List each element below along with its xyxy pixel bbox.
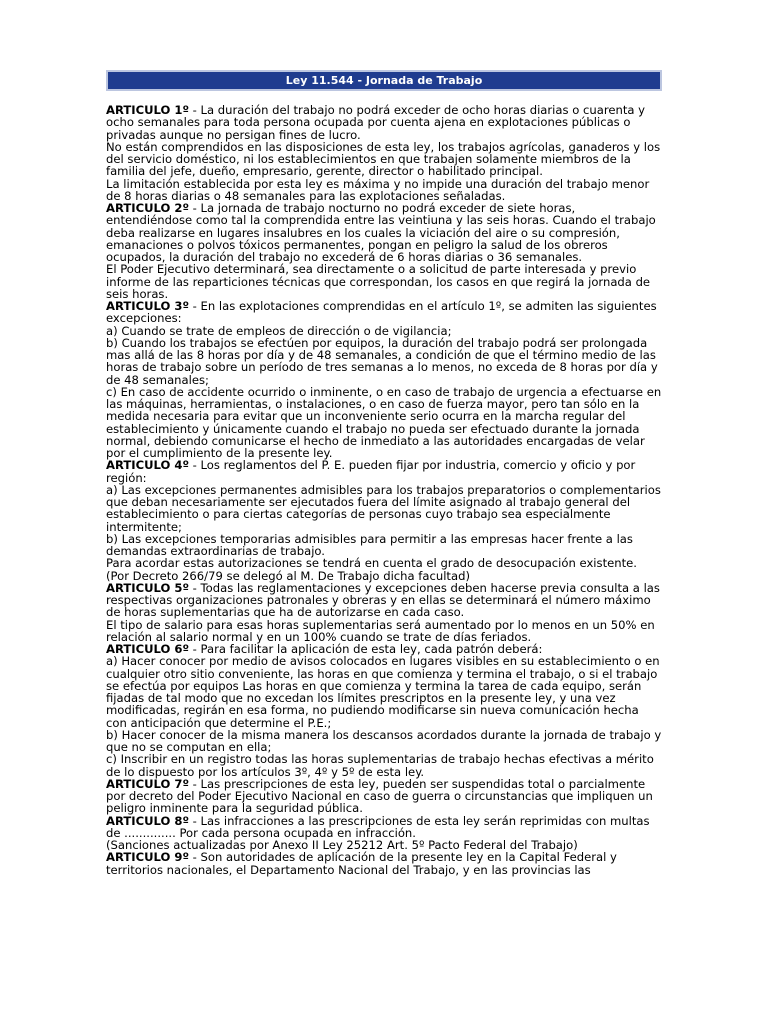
paragraph [106,178,662,203]
paragraph [106,386,662,460]
paragraph-text: - Todas las reglamentaciones y excepciones deben hacerse previa consulta a las respectivas organizaciones patronales y obreras y en ellas se determinará el número máximo de horas suplementarias que ha de autorizarse en cada caso. [106,580,660,620]
article-heading: ARTICULO 9º [106,850,189,865]
paragraph [106,263,662,300]
paragraph-text: - La jornada de trabajo nocturno no podrá exceder de siete horas, entendiéndose como tal la comprendida entre las veintiuna y las seis horas. Cuando el trabajo deba realizarse en lugares insalubres en los cuales la viciación del aire o su compresión, emanaciones o polvos tóxicos permanentes, pongan en peligro la salud de los obreros ocupados, la duración del trabajo no excederá de 6 horas diarias o 36 semanales. [106,201,656,264]
document-body [106,104,662,876]
paragraph-text: - En las explotaciones comprendidas en el artículo 1º, se admiten las siguientes excepciones: [106,299,657,326]
document-title: Ley 11.544 - Jornada de Trabajo [106,70,662,91]
paragraph-text: No están comprendidos en las disposiciones de esta ley, los trabajos agrícolas, ganaderos y los del servicio doméstico, ni los establecimientos en que trabajen solamente miembros de la familia del jefe, dueño, empresario, gerente, director o habilitado principal. [106,139,661,179]
paragraph-text: c) En caso de accidente ocurrido o inminente, o en caso de trabajo de urgencia a efectuarse en las máquinas, herramientas, o instalaciones, o en caso de fuerza mayor, pero tan sólo en la medida necesaria para evitar que un inconveniente serio ocurra en la marcha regular del establecimiento y únicamente cuando el trabajo no pueda ser efectuado durante la jornada normal, debiendo comunicarse el hecho de inmediato a las autoridades encargadas de velar por el cumplimiento de la presente ley. [106,384,662,460]
document-page [106,70,662,876]
article-heading: ARTICULO 5º [106,580,189,595]
article-heading: ARTICULO 2º [106,201,189,215]
article-paragraph [106,778,662,815]
article-paragraph [106,851,662,876]
paragraph [106,729,662,754]
article-heading: ARTICULO 1º [106,103,189,117]
paragraph-text: c) Inscribir en un registro todas las horas suplementarias de trabajo hechas efectivas a mérito de lo dispuesto por los artículos 3º, 4º y 5º de esta ley. [106,752,654,779]
paragraph-text: - La duración del trabajo no podrá exceder de ocho horas diarias o cuarenta y ocho semanales para toda persona ocupada por cuenta ajena en explotaciones públicas o privadas aunque no persigan fines de lucro. [106,103,646,142]
article-paragraph [106,202,662,263]
article-heading: ARTICULO 4º [106,458,189,473]
paragraph-text: Para acordar estas autorizaciones se tendrá en cuenta el grado de desocupación existente. [106,556,637,571]
article-paragraph [106,459,662,484]
article-paragraph [106,815,662,840]
paragraph [106,619,662,644]
paragraph-text: - Para facilitar la aplicación de esta ley, cada patrón deberá: [189,642,543,656]
paragraph [106,655,662,729]
paragraph-text: b) Hacer conocer de la misma manera los descansos acordados durante la jornada de trabajo y que no se computan en ella; [106,727,662,754]
paragraph-text: a) Cuando se trate de empleos de dirección o de vigilancia; [106,323,452,338]
paragraph-text: - Las prescripciones de esta ley, pueden ser suspendidas total o parcialmente por decreto del Poder Ejecutivo Nacional en caso de guerra o circunstancias que impliquen un peligro inminente para la seguridad pública. [106,776,653,816]
paragraph [106,337,662,386]
article-paragraph [106,300,662,325]
paragraph-text: La limitación establecida por esta ley es máxima y no impide una duración del trabajo menor de 8 horas diarias o 48 semanales para las explotaciones señaladas. [106,176,650,203]
article-paragraph [106,582,662,619]
paragraph-text: El tipo de salario para esas horas suplementarias será aumentado por lo menos en un 50% en relación al salario normal y en un 100% cuando se trate de días feriados. [106,617,655,644]
paragraph-text: (Sanciones actualizadas por Anexo II Ley 25212 Art. 5º Pacto Federal del Trabajo) [106,838,578,852]
paragraph-text: a) Hacer conocer por medio de avisos colocados en lugares visibles en su establecimiento o en cualquier otro sitio conveniente, las horas en que comienza y termina el trabajo, o si el trabajo se efectúa por equipos Las horas en que comienza y termina la tarea de cada equipo, serán fijadas de tal modo que no excedan los límites prescriptos en la presente ley, y una vez modificadas, regirán en esa forma, no pudiendo modificarse sin nueva comunicación hecha con anticipación que determine el P.E.; [106,654,660,730]
paragraph-text: a) Las excepciones permanentes admisibles para los trabajos preparatorios o complementarios que deban necesariamente ser ejecutados fuera del límite asignado al trabajo general del establecimiento o para ciertas categorías de personas cuyo trabajo sea especialmente intermitente; [106,482,661,534]
paragraph-text: El Poder Ejecutivo determinará, sea directamente o a solicitud de parte interesada y previo informe de las reparticiones técnicas que correspondan, los casos en que regirá la jornada de seis horas. [106,262,651,301]
article-heading: ARTICULO 8º [106,813,189,828]
paragraph-text: b) Cuando los trabajos se efectúen por equipos, la duración del trabajo podrá ser prolongada mas allá de las 8 horas por día y de 48 semanales, a condición de que el término medio de las horas de trabajo sobre un período de tres semanas a lo menos, no exceda de 8 horas por día y de 48 semanales; [106,335,658,387]
paragraph-text: - Las infracciones a las prescripciones de esta ley serán reprimidas con multas de .............. Por cada persona ocupada en infracción. [106,813,650,840]
article-heading: ARTICULO 6º [106,642,189,656]
paragraph [106,141,662,178]
paragraph [106,484,662,533]
paragraph-text: b) Las excepciones temporarias admisibles para permitir a las empresas hacer frente a las demandas extraordinarias de trabajo. [106,531,633,558]
article-heading: ARTICULO 7º [106,776,189,791]
paragraph [106,533,662,558]
paragraph-text: - Los reglamentos del P. E. pueden fijar por industria, comercio y oficio y por región: [106,458,636,485]
paragraph-text: (Por Decreto 266/79 se delegó al M. De Trabajo dicha facultad) [106,568,470,583]
paragraph-text: - Son autoridades de aplicación de la presente ley en la Capital Federal y territorios nacionales, el Departamento Nacional del Trabajo, y en las provincias las [106,850,617,877]
paragraph [106,753,662,778]
article-paragraph [106,104,662,141]
article-heading: ARTICULO 3º [106,299,189,313]
